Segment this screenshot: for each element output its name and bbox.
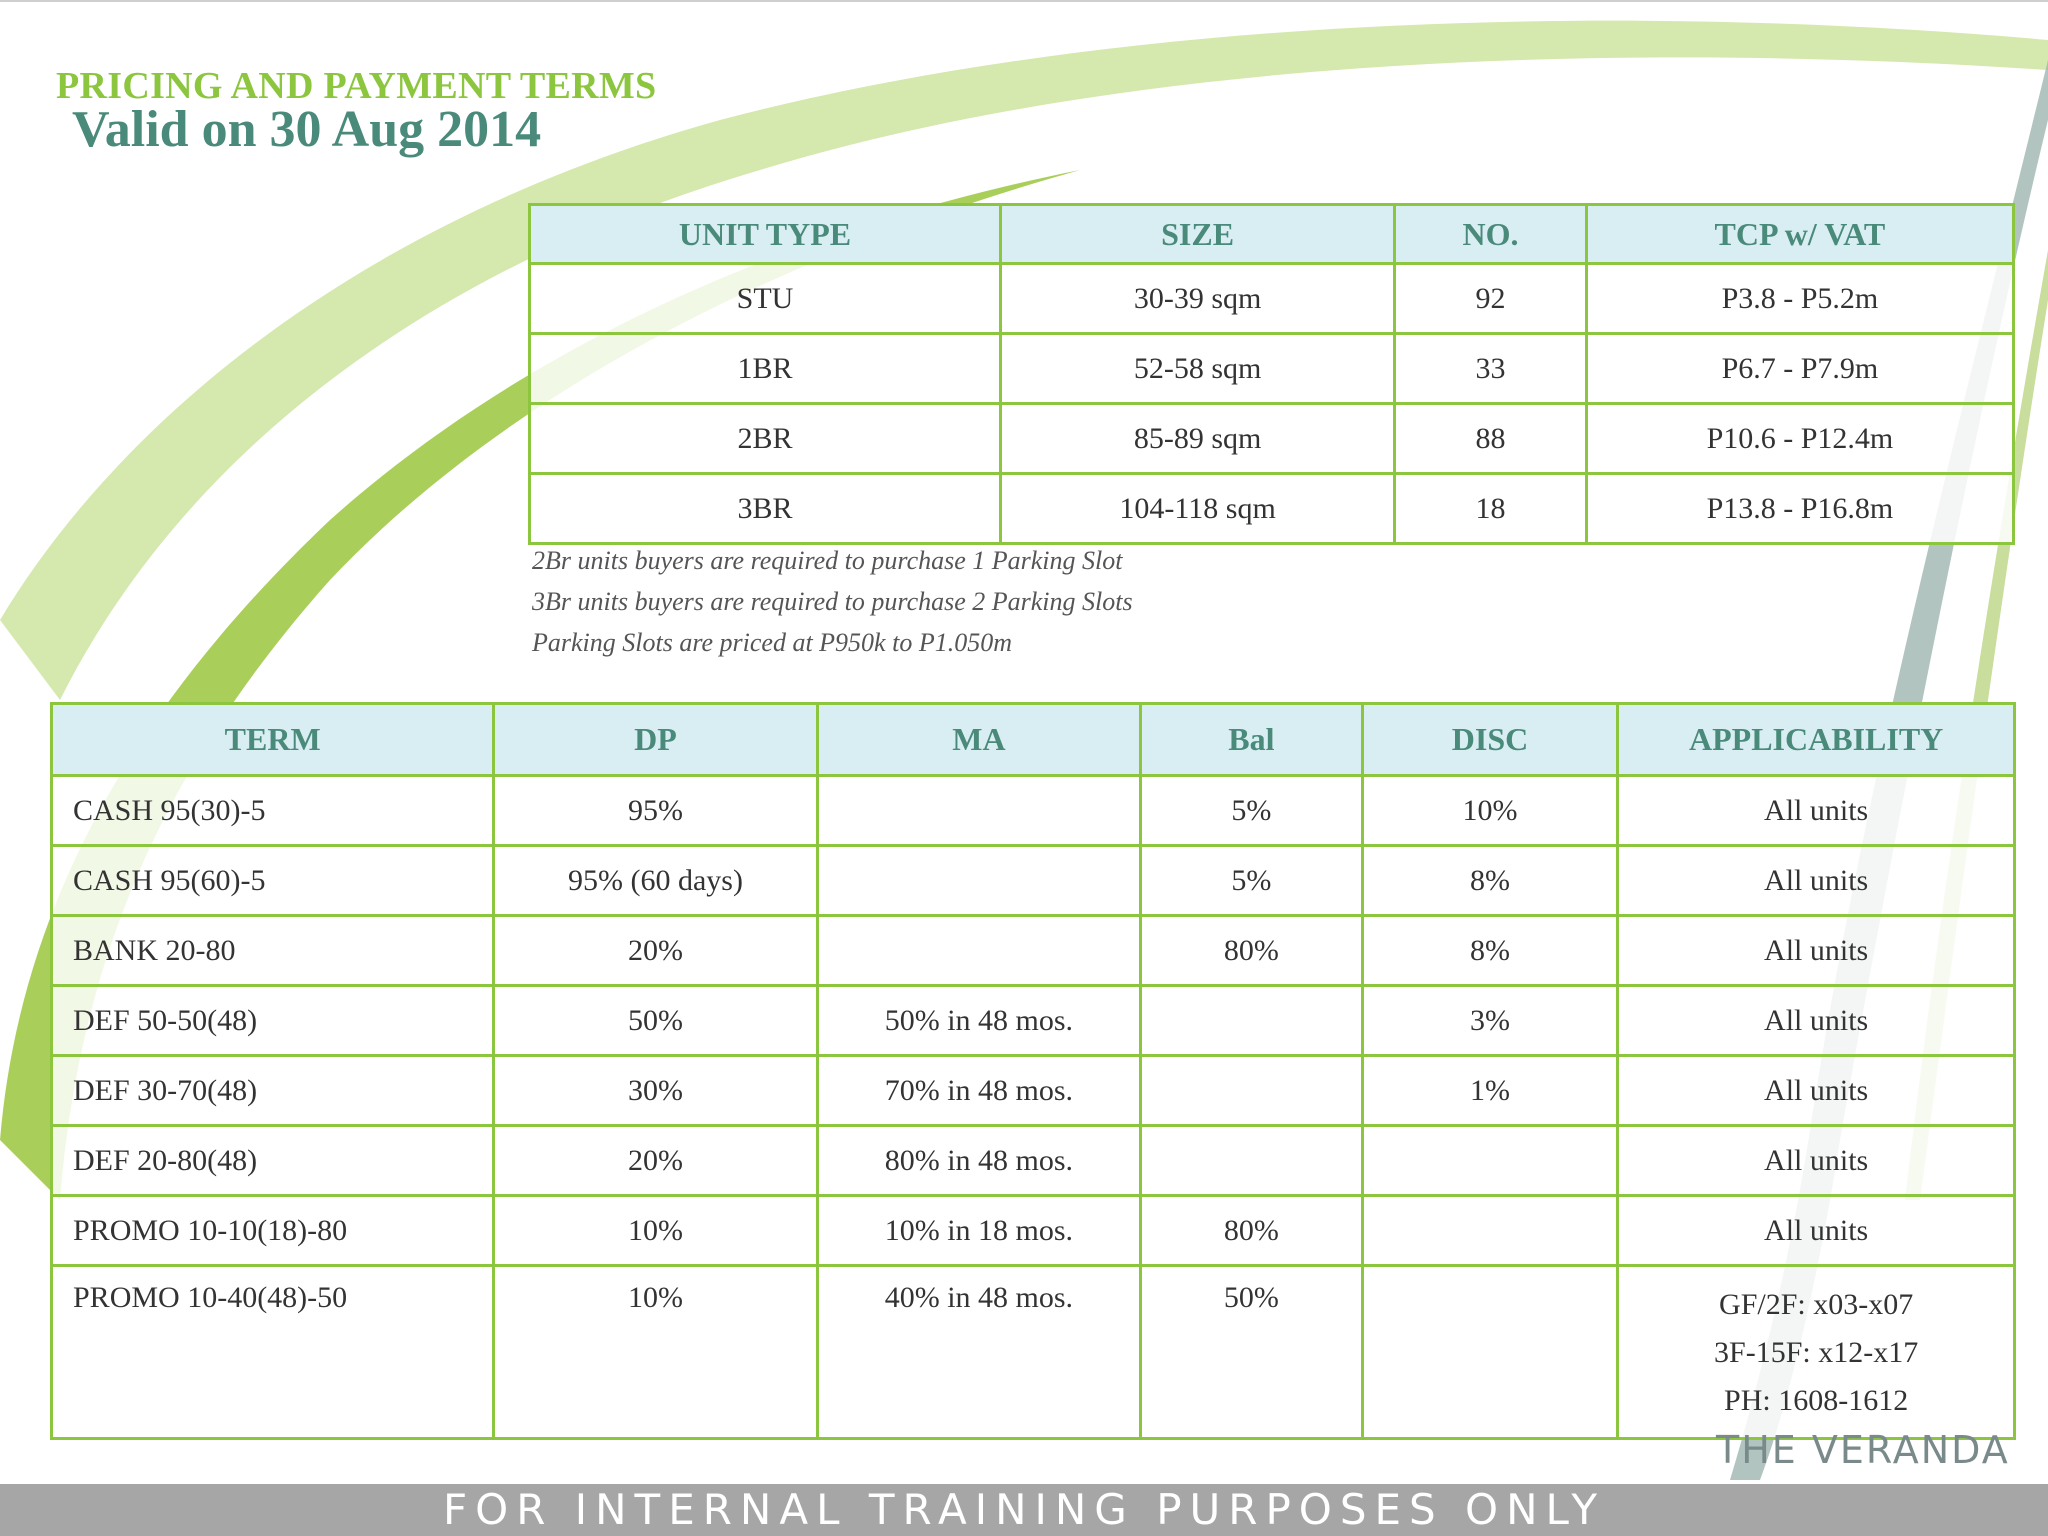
unit-type-cell: 2BR (530, 404, 1001, 474)
count-cell: 92 (1395, 264, 1587, 334)
size-cell: 52-58 sqm (1001, 334, 1395, 404)
table-row (52, 776, 2015, 846)
table-row (52, 1196, 2015, 1266)
applicability-cell: All units (1618, 846, 2015, 916)
ma-cell: 40% in 48 mos. (817, 1266, 1140, 1439)
unit-type-cell: STU (530, 264, 1001, 334)
dp-cell: 95% (494, 776, 817, 846)
ma-cell: 80% in 48 mos. (817, 1126, 1140, 1196)
the-veranda-logo: THE VERANDA (1716, 1428, 2010, 1472)
note-line: 3Br units buyers are required to purchase 2 Parking Slots (532, 587, 1133, 616)
ma-cell: 50% in 48 mos. (817, 986, 1140, 1056)
term-cell: DEF 30-70(48) (52, 1056, 494, 1126)
footer-banner: FOR INTERNAL TRAINING PURPOSES ONLY (0, 1484, 2048, 1536)
table-header-row (530, 205, 2014, 264)
bal-cell: 5% (1141, 846, 1363, 916)
table-row (530, 334, 2014, 404)
dp-cell: 20% (494, 916, 817, 986)
validity-date: Valid on 30 Aug 2014 (72, 101, 542, 158)
count-cell: 33 (1395, 334, 1587, 404)
disc-cell (1362, 1266, 1618, 1439)
count-cell: 18 (1395, 474, 1587, 544)
disc-cell: 8% (1362, 916, 1618, 986)
note-line: 2Br units buyers are required to purchase 1 Parking Slot (532, 546, 1123, 575)
column-header: TERM (52, 704, 494, 776)
payment-terms-table (50, 702, 2016, 1440)
ma-cell: 10% in 18 mos. (817, 1196, 1140, 1266)
term-cell: DEF 50-50(48) (52, 986, 494, 1056)
table-row (52, 1126, 2015, 1196)
term-cell: DEF 20-80(48) (52, 1126, 494, 1196)
bal-cell: 50% (1141, 1266, 1363, 1439)
unit-type-cell: 1BR (530, 334, 1001, 404)
term-cell: PROMO 10-10(18)-80 (52, 1196, 494, 1266)
parking-notes (532, 540, 1133, 663)
table-row (52, 846, 2015, 916)
size-cell: 104-118 sqm (1001, 474, 1395, 544)
term-cell: PROMO 10-40(48)-50 (52, 1266, 494, 1439)
applicability-line: 3F-15F: x12-x17 (1714, 1336, 1919, 1369)
applicability-cell: All units (1618, 986, 2015, 1056)
term-cell: CASH 95(30)-5 (52, 776, 494, 846)
table-row (530, 264, 2014, 334)
ma-cell: 70% in 48 mos. (817, 1056, 1140, 1126)
column-header: TCP w/ VAT (1586, 205, 2013, 264)
applicability-cell (1618, 1266, 2015, 1439)
size-cell: 85-89 sqm (1001, 404, 1395, 474)
disc-cell: 10% (1362, 776, 1618, 846)
term-cell: CASH 95(60)-5 (52, 846, 494, 916)
table-row (52, 986, 2015, 1056)
unit-pricing-table (528, 203, 2015, 545)
price-cell: P6.7 - P7.9m (1586, 334, 2013, 404)
disc-cell (1362, 1126, 1618, 1196)
table-row (52, 1056, 2015, 1126)
dp-cell: 10% (494, 1266, 817, 1439)
size-cell: 30-39 sqm (1001, 264, 1395, 334)
applicability-cell: All units (1618, 916, 2015, 986)
ma-cell (817, 776, 1140, 846)
dp-cell: 50% (494, 986, 817, 1056)
price-cell: P3.8 - P5.2m (1586, 264, 2013, 334)
applicability-cell: All units (1618, 776, 2015, 846)
table-row (52, 1266, 2015, 1439)
applicability-cell: All units (1618, 1196, 2015, 1266)
column-header: UNIT TYPE (530, 205, 1001, 264)
disc-cell: 3% (1362, 986, 1618, 1056)
column-header: APPLICABILITY (1618, 704, 2015, 776)
dp-cell: 30% (494, 1056, 817, 1126)
bal-cell (1141, 1126, 1363, 1196)
applicability-line: GF/2F: x03-x07 (1719, 1288, 1914, 1321)
table-row (530, 474, 2014, 544)
bal-cell (1141, 986, 1363, 1056)
column-header: NO. (1395, 205, 1587, 264)
top-border (0, 0, 2048, 2)
applicability-line: PH: 1608-1612 (1724, 1384, 1909, 1417)
table-row (530, 404, 2014, 474)
page-title: PRICING AND PAYMENT TERMS (56, 65, 657, 107)
column-header: DP (494, 704, 817, 776)
price-cell: P10.6 - P12.4m (1586, 404, 2013, 474)
applicability-cell: All units (1618, 1056, 2015, 1126)
price-cell: P13.8 - P16.8m (1586, 474, 2013, 544)
count-cell: 88 (1395, 404, 1587, 474)
disc-cell (1362, 1196, 1618, 1266)
ma-cell (817, 916, 1140, 986)
dp-cell: 10% (494, 1196, 817, 1266)
table-row (52, 916, 2015, 986)
bal-cell: 80% (1141, 916, 1363, 986)
applicability-cell: All units (1618, 1126, 2015, 1196)
table-header-row (52, 704, 2015, 776)
ma-cell (817, 846, 1140, 916)
bal-cell (1141, 1056, 1363, 1126)
column-header: Bal (1141, 704, 1363, 776)
note-line: Parking Slots are priced at P950k to P1.050m (532, 628, 1012, 657)
column-header: MA (817, 704, 1140, 776)
unit-type-cell: 3BR (530, 474, 1001, 544)
column-header: DISC (1362, 704, 1618, 776)
disc-cell: 1% (1362, 1056, 1618, 1126)
bal-cell: 5% (1141, 776, 1363, 846)
disc-cell: 8% (1362, 846, 1618, 916)
bal-cell: 80% (1141, 1196, 1363, 1266)
dp-cell: 20% (494, 1126, 817, 1196)
dp-cell: 95% (60 days) (494, 846, 817, 916)
term-cell: BANK 20-80 (52, 916, 494, 986)
column-header: SIZE (1001, 205, 1395, 264)
